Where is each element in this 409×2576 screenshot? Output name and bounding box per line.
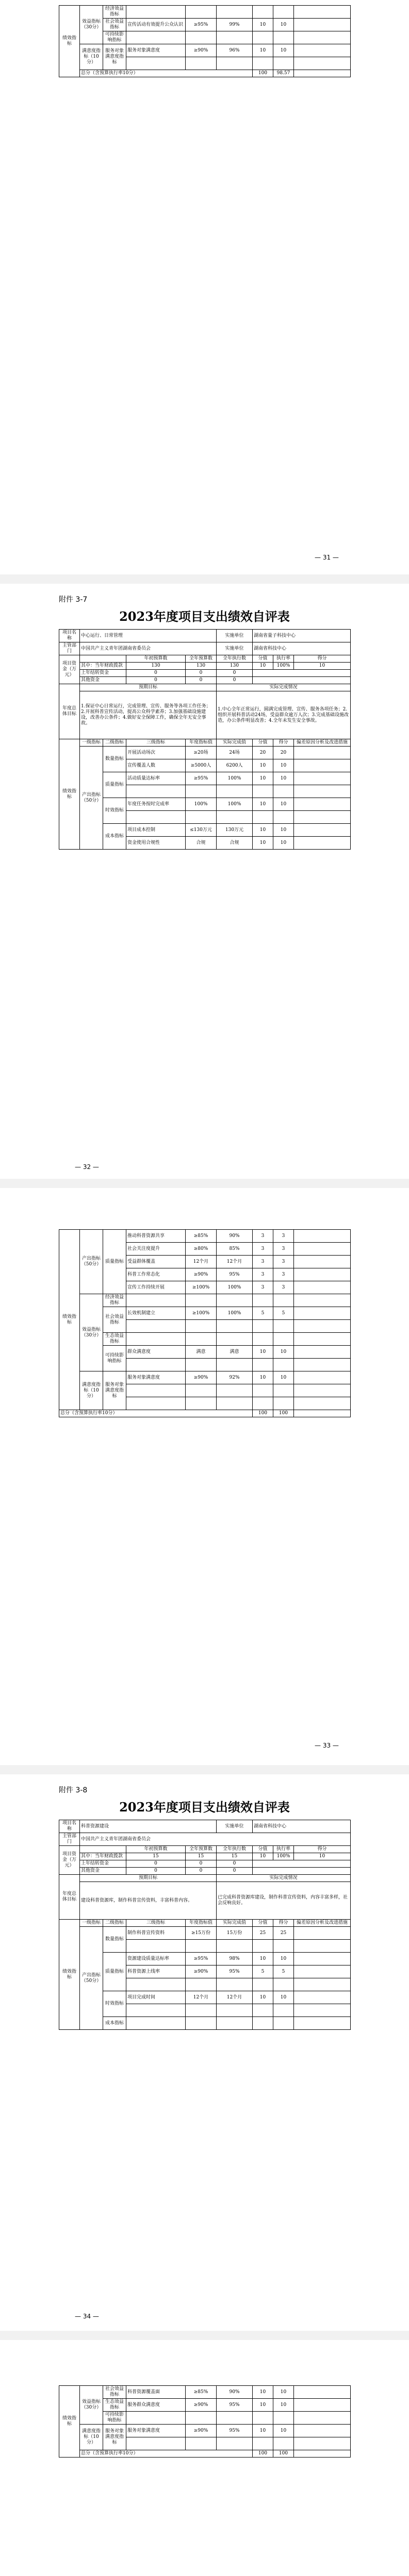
cell: 10 <box>253 798 273 811</box>
indicator-weight: 10 <box>253 19 273 31</box>
cell: 合规 <box>217 837 253 850</box>
indicator-name: 群众满意度 <box>126 1346 186 1359</box>
implementer-label: 实施单位 <box>217 1820 253 1833</box>
score-header: 得分 <box>294 655 351 663</box>
target-header: 年度指标值 <box>186 739 217 747</box>
perf-indicator-label: 绩效指标 <box>59 1230 80 1410</box>
cell: 3 <box>273 1243 294 1256</box>
cell: 130 <box>126 663 186 670</box>
ecological-label: 生态效益指标 <box>103 2399 126 2412</box>
indicator-name: 宣传覆盖人数 <box>126 759 186 772</box>
indicator-name: 服务对象满意度 <box>126 2425 186 2437</box>
effect-label: 效益指标（30分） <box>80 2386 103 2425</box>
cell: 10 <box>273 1346 294 1359</box>
actual-done-header: 实际完成情况 <box>217 684 351 691</box>
full-exec-header: 全年执行数 <box>217 655 253 663</box>
cell: 90% <box>217 2386 253 2399</box>
implementer-label-2: 实施单位 <box>217 642 253 655</box>
quality-label: 质量指标 <box>103 1230 126 1294</box>
cell: 15 <box>217 1853 253 1860</box>
indicator-name: 服务对象满意度 <box>126 44 186 57</box>
cell: 10 <box>253 663 273 670</box>
l1-header: 一级指标 <box>80 1920 103 1927</box>
indicator-name: 社会关注度提升 <box>126 1243 186 1256</box>
total-score: 100 <box>273 2450 294 2458</box>
cell: 20 <box>273 747 294 759</box>
page-number: — 33 — <box>315 1742 339 1749</box>
page-gap <box>0 574 409 584</box>
sustain-label: 可持续影响指标 <box>103 31 126 44</box>
competent-value: 中国共产主义青年团湖南省委员会 <box>80 1833 351 1846</box>
indicator-name: 开展活动场次 <box>126 747 186 759</box>
output-label: 产出指标（50分） <box>80 1230 103 1294</box>
indicator-name: 科普资源上线率 <box>126 1965 186 1978</box>
quality-label: 质量指标 <box>103 772 126 798</box>
output-label: 产出指标（50分） <box>80 747 103 850</box>
indicator-table-p35 <box>59 2385 351 2458</box>
project-name-label: 项目名称 <box>59 630 80 642</box>
total-weight: 100 <box>253 2450 273 2458</box>
implement-value: 湖南省科技中心 <box>253 642 351 655</box>
quantity-label: 数量指标 <box>103 1927 126 1953</box>
cell: 10 <box>273 759 294 772</box>
cell: 10 <box>273 1991 294 2004</box>
indicator-name: 服务对象满意度 <box>126 1371 186 1384</box>
cell: 10 <box>253 759 273 772</box>
indicator-target: ≥95% <box>186 19 217 31</box>
l1-header: 一级指标 <box>80 739 103 747</box>
carryover-label: 上年结转资金 <box>80 1860 126 1868</box>
cell: ≤130万元 <box>186 824 217 837</box>
cell: 0 <box>186 670 217 677</box>
cell: ≥5000人 <box>186 759 217 772</box>
cell: ≥100% <box>186 1281 217 1294</box>
cell: 10 <box>294 663 351 670</box>
quantity-label: 数量指标 <box>103 747 126 772</box>
cell: 85% <box>217 1243 253 1256</box>
full-exec-header: 全年执行数 <box>217 1846 253 1853</box>
cell: 10 <box>273 2425 294 2437</box>
indicator-name: 宣传工作持续开展 <box>126 1281 186 1294</box>
score-header: 得分 <box>294 1846 351 1853</box>
cell: 12个月 <box>186 1256 217 1268</box>
indicator-name: 项目成本控制 <box>126 824 186 837</box>
cell: 10 <box>273 2399 294 2412</box>
page-33 <box>0 1188 409 1765</box>
implementer-label: 实施单位 <box>217 630 253 642</box>
cell: 130 <box>217 663 253 670</box>
cell: 100% <box>217 772 253 785</box>
goal-actual: 1.中心全年正常运行，圆满完成管理、宣传、服务各项任务；2.组织开展科普活动24场，受益群众逾万人次；3.完成基础设施改造，办公条件明显改善；4.全年未发生安全事故。 <box>217 691 351 739</box>
fiscal-label: 其中：当年财政拨款 <box>80 663 126 670</box>
economic-label: 经济效益指标 <box>103 6 126 19</box>
cell: 10 <box>253 2386 273 2399</box>
l3-header: 三级指标 <box>126 739 186 747</box>
indicator-actual: 99% <box>217 19 253 31</box>
total-label: 总分（含预算执行率10分） <box>59 1410 253 1417</box>
full-budget-header: 全年预算数 <box>186 655 217 663</box>
cell: ≥80% <box>186 1243 217 1256</box>
full-budget-header: 全年预算数 <box>186 1846 217 1853</box>
cell: 合规 <box>186 837 217 850</box>
indicator-name: 制作科普宣传资料 <box>126 1927 186 1940</box>
page-gap <box>0 1765 409 1774</box>
indicator-target: ≥90% <box>186 44 217 57</box>
weight-header: 分值 <box>253 1846 273 1853</box>
cell: 95% <box>217 1965 253 1978</box>
competent-value: 中国共产主义青年团湖南省委员会 <box>80 642 217 655</box>
indicator-name: 长效机制建立 <box>126 1307 186 1320</box>
total-label: 总分（含预算执行率10分） <box>80 70 253 77</box>
fiscal-label: 其中：当年财政拨款 <box>80 1853 126 1860</box>
total-weight: 100 <box>253 1410 273 1417</box>
annual-goal-label: 年度总体目标 <box>59 684 80 739</box>
total-score: 100 <box>273 1410 294 1417</box>
cell: ≥95% <box>186 1953 217 1965</box>
l3-header: 三级指标 <box>126 1920 186 1927</box>
cell: 0 <box>217 1868 253 1875</box>
cell: 3 <box>253 1256 273 1268</box>
indicator-name: 受益群体覆盖 <box>126 1256 186 1268</box>
cell: ≥15万份 <box>186 1927 217 1940</box>
cell: ≥90% <box>186 2425 217 2437</box>
effect-label: 效益指标（30分） <box>80 1294 103 1371</box>
total-weight: 100 <box>253 70 273 77</box>
cell: 5 <box>273 1307 294 1320</box>
cell: 10 <box>253 772 273 785</box>
cell: 12个月 <box>217 1991 253 2004</box>
cell: 10 <box>273 772 294 785</box>
indicator-actual: 96% <box>217 44 253 57</box>
indicator-name: 科普工作常态化 <box>126 1268 186 1281</box>
perf-indicator-label: 绩效指标 <box>59 1920 80 2030</box>
cell: 0 <box>126 1860 186 1868</box>
indicator-name: 活动质量达标率 <box>126 772 186 785</box>
cell: ≥20场 <box>186 747 217 759</box>
cell: 10 <box>273 837 294 850</box>
indicator-name: 推动科普资源共享 <box>126 1230 186 1243</box>
cell: 100% <box>273 1853 294 1860</box>
sustain-label: 可持续影响指标 <box>103 1346 126 1371</box>
cell: 3 <box>253 1268 273 1281</box>
expected-header: 预期目标 <box>80 1875 217 1882</box>
cell: ≥85% <box>186 1230 217 1243</box>
indicator-name: 科普资源覆盖面 <box>126 2386 186 2399</box>
cell: ≥100% <box>186 1307 217 1320</box>
total-label: 总分（含预算执行率10分） <box>80 2450 253 2458</box>
cell: ≥90% <box>186 1965 217 1978</box>
cell: 100% <box>273 663 294 670</box>
cost-label: 成本指标 <box>103 824 126 850</box>
cell: 0 <box>186 1860 217 1868</box>
page-gap <box>0 1179 409 1188</box>
deviation-header: 偏差原因分析及改进措施 <box>294 739 351 747</box>
cell: 24场 <box>217 747 253 759</box>
other-label: 其他资金 <box>80 1868 126 1875</box>
page-34 <box>0 1774 409 2331</box>
cell: 10 <box>273 1953 294 1965</box>
cell: 25 <box>273 1927 294 1940</box>
weight-header: 分值 <box>253 739 273 747</box>
cost-label: 成本指标 <box>103 2017 126 2030</box>
exec-rate-header: 执行率 <box>273 1846 294 1853</box>
page-31 <box>0 0 409 574</box>
cell: 0 <box>217 670 253 677</box>
perf-indicator-label: 绩效指标 <box>59 6 80 77</box>
appendix-label: 附件 3-8 <box>59 1786 88 1794</box>
cell: 25 <box>253 1927 273 1940</box>
cell: 0 <box>217 1860 253 1868</box>
cell: 3 <box>253 1230 273 1243</box>
indicator-weight: 10 <box>253 44 273 57</box>
project-name-value: 科普资源建设 <box>80 1820 217 1833</box>
cell: ≥90% <box>186 2399 217 2412</box>
expected-header: 预期目标 <box>80 684 217 691</box>
cell: ≥90% <box>186 1371 217 1384</box>
page-gap <box>0 2331 409 2340</box>
service-label: 服务对象满意度指标 <box>103 1371 126 1410</box>
project-name-value: 中心运行、日常管理 <box>80 630 217 642</box>
cell: 10 <box>273 824 294 837</box>
cell: 3 <box>253 1281 273 1294</box>
annual-goal-label: 年度总体目标 <box>59 1875 80 1920</box>
cell: ≥95% <box>186 772 217 785</box>
cell: 5 <box>273 1965 294 1978</box>
form-3-7-table <box>59 629 351 850</box>
cell: 10 <box>273 1371 294 1384</box>
satisfaction-label: 满意度指标（10分） <box>80 1371 103 1410</box>
form-title: 2023年度项目支出绩效自评表 <box>119 609 290 624</box>
budget-year-header: 年初预算数 <box>126 655 186 663</box>
cell: 130 <box>186 663 217 670</box>
cell: 95% <box>217 1268 253 1281</box>
cell: 95% <box>217 2425 253 2437</box>
cell: 10 <box>253 1953 273 1965</box>
cell: 0 <box>186 1868 217 1875</box>
l2-header: 二级指标 <box>103 739 126 747</box>
cell: 15 <box>186 1853 217 1860</box>
cell: 10 <box>294 1853 351 1860</box>
score-header: 得分 <box>273 739 294 747</box>
cell: 100% <box>217 1307 253 1320</box>
cell: 95% <box>217 2399 253 2412</box>
actual-done-header: 实际完成情况 <box>217 1875 351 1882</box>
cell: 90% <box>217 1230 253 1243</box>
cell: 10 <box>253 1371 273 1384</box>
cell: ≥90% <box>186 1268 217 1281</box>
cell: 5 <box>253 1965 273 1978</box>
competent-label: 主管部门 <box>59 642 80 655</box>
other-label: 其他资金 <box>80 677 126 684</box>
project-name-label: 项目名称 <box>59 1820 80 1833</box>
page-number: — 34 — <box>75 2313 99 2320</box>
cell: 10 <box>253 1991 273 2004</box>
sustain-label: 可持续影响指标 <box>103 2412 126 2425</box>
output-label: 产出指标（50分） <box>80 1927 103 2030</box>
cell: 12个月 <box>217 1256 253 1268</box>
goal-expected: 1.保证中心日常运行，完成管理、宣传、服务等各项工作任务；2.开展科普宣传活动，提高公众科学素养；3.加强基础设施建设，改善办公条件；4.做好安全保障工作，确保全年无安全事故。 <box>80 691 217 739</box>
implementer-value: 湖南省科技中心 <box>253 1820 351 1833</box>
cell: 0 <box>126 1868 186 1875</box>
cell: 0 <box>217 677 253 684</box>
total-score: 98.57 <box>273 70 294 77</box>
form-title: 2023年度项目支出绩效自评表 <box>119 1800 290 1815</box>
l2-header: 二级指标 <box>103 1920 126 1927</box>
cell: 3 <box>253 1243 273 1256</box>
exec-rate-header: 执行率 <box>273 655 294 663</box>
cell: 10 <box>253 2399 273 2412</box>
cell: 98% <box>217 1953 253 1965</box>
perf-indicator-label: 绩效指标 <box>59 2386 80 2458</box>
satisfaction-label: 满意度指标（10分） <box>80 2425 103 2450</box>
cell: 5 <box>253 1307 273 1320</box>
cell: 0 <box>186 677 217 684</box>
appendix-label: 附件 3-7 <box>59 596 88 604</box>
cell: 3 <box>273 1268 294 1281</box>
page-35 <box>0 2340 409 2576</box>
cell: 10 <box>253 837 273 850</box>
indicator-name: 资金使用合规性 <box>126 837 186 850</box>
cell: 20 <box>253 747 273 759</box>
indicator-score: 10 <box>273 19 294 31</box>
weight-header: 分值 <box>253 1920 273 1927</box>
cell: 3 <box>273 1230 294 1243</box>
fund-label: 项目资金（万元） <box>59 1846 80 1875</box>
goal-expected: 建设科普资源库，制作科普宣传资料，丰富科普内容。 <box>80 1882 217 1920</box>
cell: 15 <box>126 1853 186 1860</box>
page-number: — 31 — <box>315 554 339 561</box>
goal-actual: 已完成科普资源库建设，制作科普宣传资料，内容丰富多样，社会反响良好。 <box>217 1882 351 1920</box>
effect-label: 效益指标（30分） <box>80 6 103 44</box>
page-number: — 32 — <box>75 1163 99 1171</box>
social-label: 社会效益指标 <box>103 19 126 31</box>
cell: 15万份 <box>217 1927 253 1940</box>
indicator-table-p31 <box>59 5 351 77</box>
indicator-name: 服务群众满意度 <box>126 2399 186 2412</box>
ecological-label: 生态效益指标 <box>103 1333 126 1346</box>
service-label: 服务对象满意度指标 <box>103 2425 126 2450</box>
indicator-name: 年度任务按时完成率 <box>126 798 186 811</box>
indicator-name: 资源建设质量达标率 <box>126 1953 186 1965</box>
cell: 10 <box>273 2386 294 2399</box>
deviation-header: 偏差原因分析及改进措施 <box>294 1920 351 1927</box>
cell: 10 <box>253 1346 273 1359</box>
cell: 满意 <box>217 1346 253 1359</box>
actual-header: 实际完成值 <box>217 739 253 747</box>
cell: 6200人 <box>217 759 253 772</box>
page-32 <box>0 584 409 1179</box>
cell: 12个月 <box>186 1991 217 2004</box>
satisfaction-label: 满意度指标（10分） <box>80 44 103 70</box>
cell: 92% <box>217 1371 253 1384</box>
timeliness-label: 时效指标 <box>103 798 126 824</box>
quality-label: 质量指标 <box>103 1953 126 1991</box>
actual-header: 实际完成值 <box>217 1920 253 1927</box>
cell: 3 <box>273 1256 294 1268</box>
cell: 满意 <box>186 1346 217 1359</box>
cell: 130万元 <box>217 824 253 837</box>
weight-header: 分值 <box>253 655 273 663</box>
cell: 100% <box>217 798 253 811</box>
fund-label: 项目资金（万元） <box>59 655 80 684</box>
cell: 0 <box>126 677 186 684</box>
score-header: 得分 <box>273 1920 294 1927</box>
implementer-value: 湖南省量子科技中心 <box>253 630 351 642</box>
carryover-label: 上年结转资金 <box>80 670 126 677</box>
perf-indicator-label: 绩效指标 <box>59 739 80 850</box>
social-label: 社会效益指标 <box>103 2386 126 2399</box>
economic-label: 经济效益指标 <box>103 1294 126 1307</box>
indicator-name: 项目完成时间 <box>126 1991 186 2004</box>
indicator-table-p33 <box>59 1229 351 1417</box>
cell: ≥85% <box>186 2386 217 2399</box>
cell: 10 <box>253 824 273 837</box>
cell: 100% <box>186 798 217 811</box>
competent-label: 主管部门 <box>59 1833 80 1846</box>
cell: 0 <box>126 670 186 677</box>
timeliness-label: 时效指标 <box>103 1991 126 2017</box>
budget-year-header: 年初预算数 <box>126 1846 186 1853</box>
service-label: 服务对象满意度指标 <box>103 44 126 70</box>
cell: 10 <box>273 798 294 811</box>
cell: 3 <box>273 1281 294 1294</box>
cell: 100% <box>217 1281 253 1294</box>
form-3-8-table <box>59 1820 351 2030</box>
indicator-score: 10 <box>273 44 294 57</box>
cell: 10 <box>253 1853 273 1860</box>
target-header: 年度指标值 <box>186 1920 217 1927</box>
indicator-name: 宣传活动有效提升公众认识 <box>126 19 186 31</box>
social-label: 社会效益指标 <box>103 1307 126 1333</box>
cell: 10 <box>253 2425 273 2437</box>
